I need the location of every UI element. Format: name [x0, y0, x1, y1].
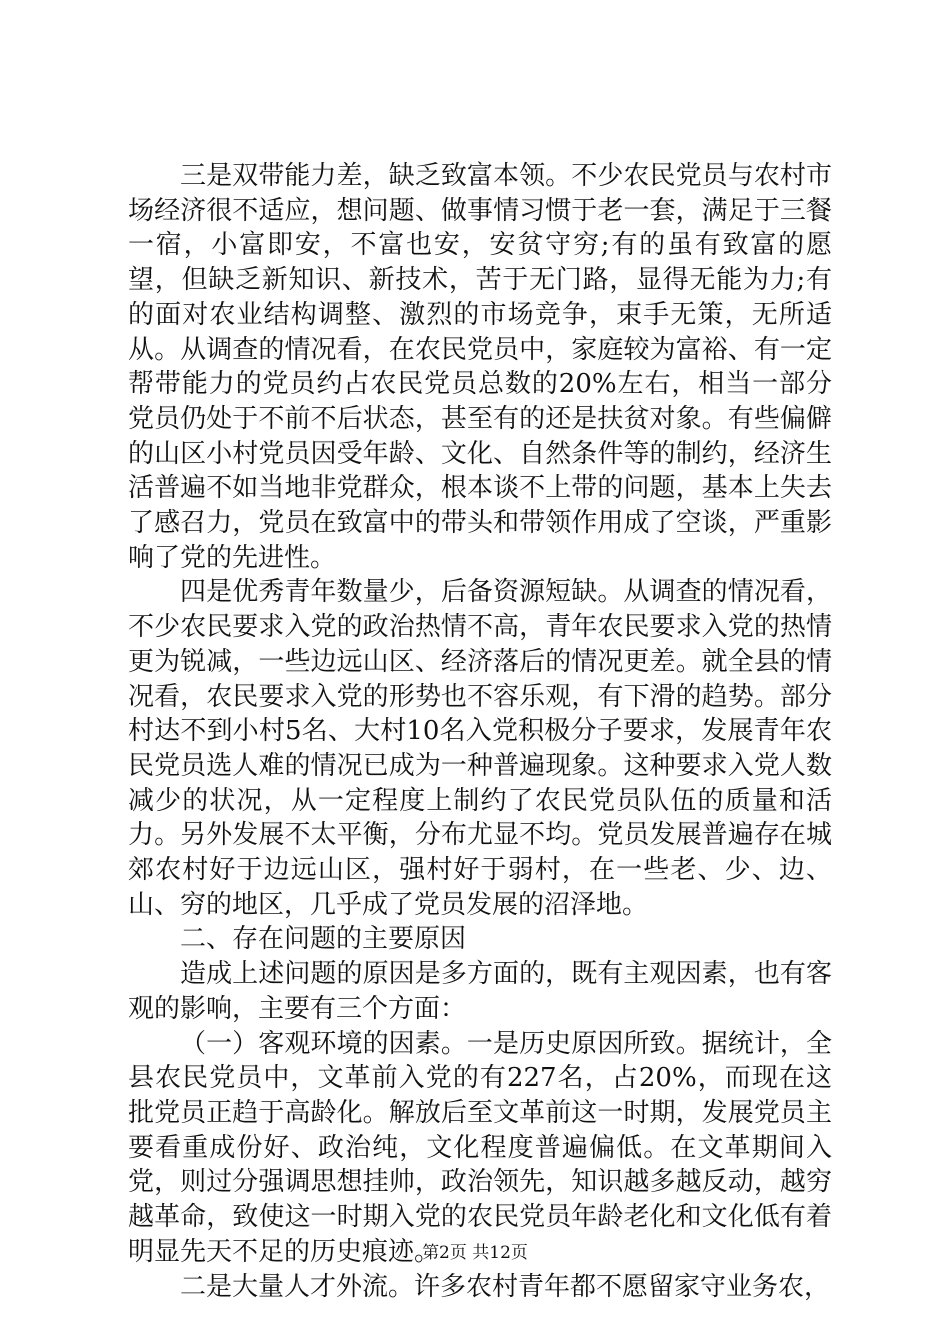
- paragraph-talent-outflow: 二是大量人才外流。许多农村青年都不愿留家守业务农，: [180, 1271, 831, 1302]
- document-body: [128, 159, 832, 1304]
- paragraph-causes-intro: 造成上述问题的原因是多方面的，既有主观因素，也有客观的影响，主要有三个方面：: [128, 959, 832, 1024]
- section-heading-main-causes: 二、存在问题的主要原因: [180, 924, 467, 955]
- paragraph-weak-leadership: 三是双带能力差，缺乏致富本领。不少农民党员与农村市场经济很不适应，想问题、做事情习惯于老一套，满足于三餐一宿，小富即安，不富也安，安贫守穷;有的虽有致富的愿望，但缺乏新知识、新技术，苦于无门路，显得无能为力;有的面对农业结构调整、激烈的市场竞争，束手无策，无所适从。从调查的情况看，在农民党员中，家庭较为富裕、有一定帮带能力的党员约占农民党员总数的20%左右，相当一部分党员仍处于不前不后状态，甚至有的还是扶贫对象。有些偏僻的山区小村党员因受年龄、文化、自然条件等的制约，经济生活普遍不如当地非党群众，根本谈不上带的问题，基本上失去了感召力，党员在致富中的带头和带领作用成了空谈，严重影响了党的先进性。: [128, 161, 832, 573]
- page-number-footer: 第2页 共12页: [422, 1243, 528, 1263]
- paragraph-objective-factors: （一）客观环境的因素。一是历史原因所致。据统计，全县农民党员中，文革前入党的有227名，占20%，而现在这批党员正趋于高龄化。解放后至文革前这一时期，发展党员主要看重成份好、政治纯，文化程度普遍偏低。在文革期间入党，则过分强调思想挂帅，政治领先，知识越多越反动，越穷越革命，致使这一时期入党的农民党员年龄老化和文化低有着明显先天不足的历史痕迹。: [128, 1028, 832, 1267]
- paragraph-few-young-members: 四是优秀青年数量少，后备资源短缺。从调查的情况看，不少农民要求入党的政治热情不高，青年农民要求入党的热情更为锐减，一些边远山区、经济落后的情况更差。就全县的情况看，农民要求入党的形势也不容乐观，有下滑的趋势。部分村达不到小村5名、大村10名入党积极分子要求，发展青年农民党员选人难的情况已成为一种普遍现象。这种要求入党人数减少的状况，从一定程度上制约了农民党员队伍的质量和活力。另外发展不太平衡，分布尤显不均。党员发展普遍存在城郊农村好于边远山区，强村好于弱村，在一些老、少、边、山、穷的地区，几乎成了党员发展的沼泽地。: [128, 577, 832, 920]
